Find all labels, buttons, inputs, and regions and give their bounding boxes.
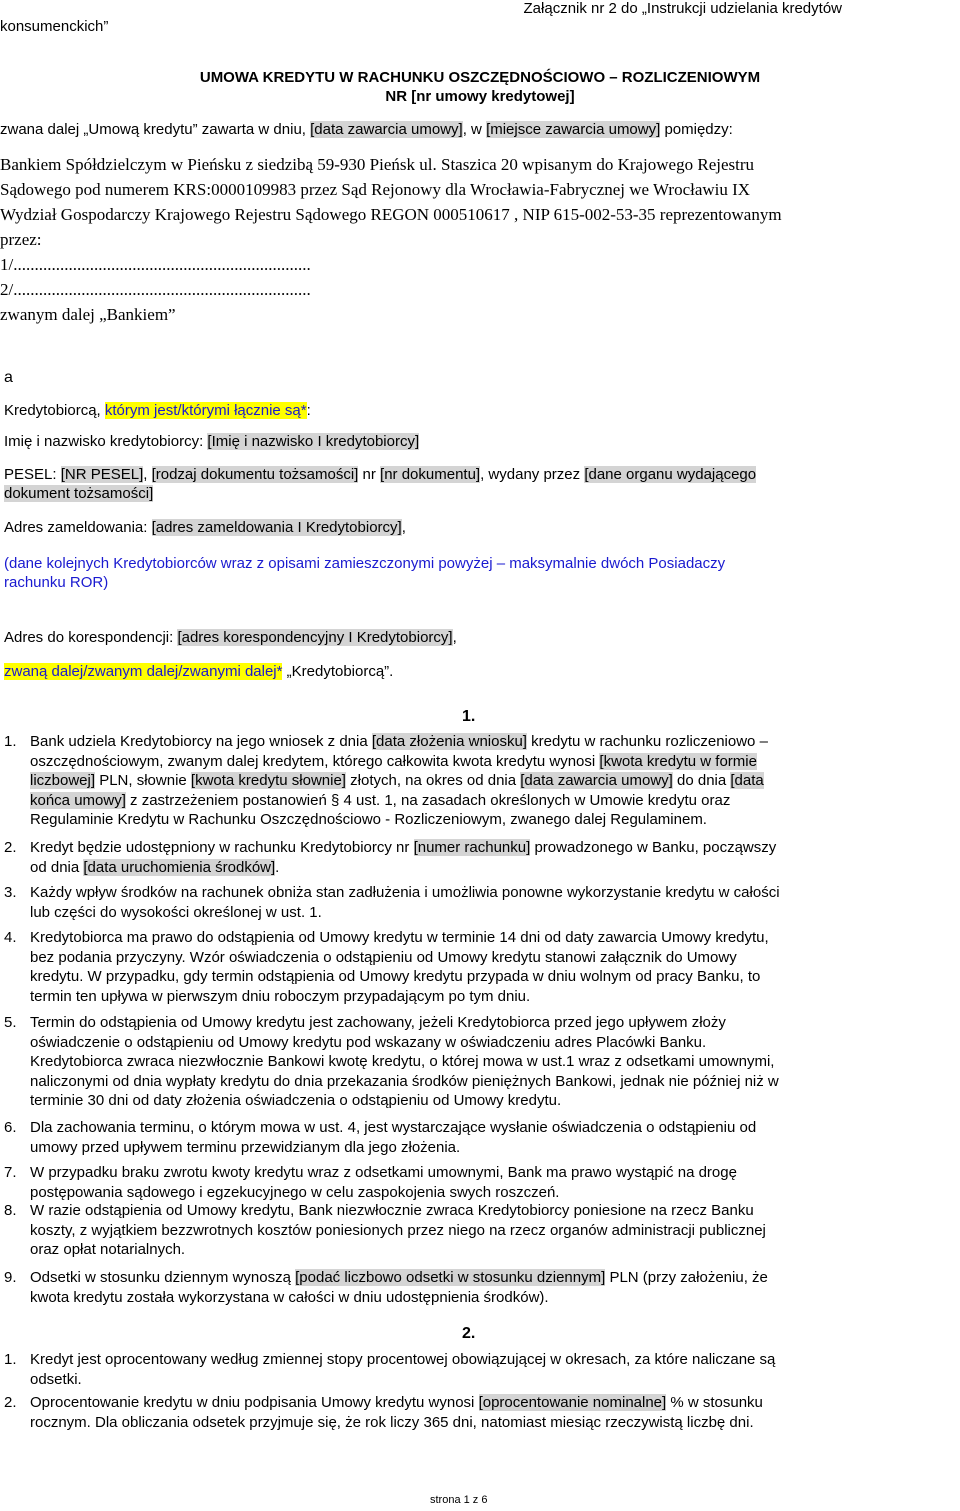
placeholder-field: [data złożenia wniosku] xyxy=(371,733,527,750)
borrower-which-text: którym jest/którymi łącznie są* xyxy=(104,402,307,419)
header-left-text: konsumenckich” xyxy=(0,18,109,35)
clause-text xyxy=(30,732,956,830)
representative-2: 2/...................................................................... xyxy=(0,280,311,299)
note-line: rachunku ROR) xyxy=(4,574,109,591)
placeholder-issuer-cont: dokument tożsamości] xyxy=(4,485,154,502)
placeholder-field: [kwota kredytu w formie liczbowej] xyxy=(30,752,757,789)
borrower-address-line xyxy=(4,519,406,536)
placeholder-field: [numer rachunku] xyxy=(413,839,531,856)
placeholder-field: [oprocentowanie nominalne] xyxy=(478,1394,667,1411)
placeholder-address: [adres zameldowania I Kredytobiorcy] xyxy=(151,519,402,536)
name-label: Imię i nazwisko kredytobiorcy: xyxy=(4,433,208,450)
clause-text xyxy=(30,883,956,922)
placeholder-field: [podać liczbowo odsetki w stosunku dziennym] xyxy=(295,1269,606,1286)
clause-number: 2. xyxy=(4,839,17,856)
title-line-2: NR [nr umowy kredytowej] xyxy=(385,88,575,105)
section-1-heading: 1. xyxy=(462,708,476,725)
borrower-pesel-line: PESEL: [NR PESEL], [rodzaj dokumentu tożsamości] nr [nr dokumentu], wydany przez [dane organu wydającego dokument tożsamości] xyxy=(4,466,757,502)
clause-number: 1. xyxy=(4,1351,17,1368)
placeholder-id-number: [nr dokumentu] xyxy=(380,466,481,483)
clause-number: 5. xyxy=(4,1014,17,1031)
placeholder-field: [data uruchomienia środków] xyxy=(83,858,276,876)
placeholder-issuer: [dane organu wydającego xyxy=(584,466,757,483)
bank-called-text: zwanym dalej „Bankiem” xyxy=(0,305,176,324)
correspondence-label: Adres do korespondencji: xyxy=(4,629,178,646)
clause-fragment: złotych, na okres od dnia xyxy=(345,772,521,789)
clause-item xyxy=(4,1013,956,1111)
clause-text xyxy=(30,1268,956,1307)
bank-block xyxy=(0,152,782,327)
section-2-heading: 2. xyxy=(462,1325,476,1342)
clause-text xyxy=(30,1201,956,1260)
pesel-label: PESEL: xyxy=(4,466,61,483)
placeholder-field: [kwota kredytu słownie] xyxy=(190,772,346,789)
clause-number: 1. xyxy=(4,733,17,750)
bank-line: Bankiem Spółdzielczym w Pieńsku z siedzibą 59-930 Pieńsk ul. Staszica 20 wpisanym do Krajowego Rejestru xyxy=(0,155,755,174)
clause-fragment: Oprocentowanie kredytu w dniu podpisania Umowy kredytu wynosi xyxy=(30,1394,479,1411)
clause-text xyxy=(30,1393,956,1432)
additional-borrowers-note xyxy=(4,554,725,592)
placeholder-correspondence-address: [adres korespondencyjny I Kredytobiorcy] xyxy=(177,629,453,646)
address-label: Adres zameldowania: xyxy=(4,519,152,536)
placeholder-field: [data końca umowy] xyxy=(30,772,764,809)
clause-item xyxy=(4,1201,956,1260)
intro-text: zwana dalej „Umową kredytu” zawarta w dniu, xyxy=(0,121,311,138)
placeholder-id-type: [rodzaj dokumentu tożsamości] xyxy=(151,466,359,483)
clause-fragment: Bank udziela Kredytobiorcy na jego wniosek z dnia xyxy=(30,733,372,750)
clause-fragment: % w stosunku rocznym. Dla obliczania odsetek przyjmuje się, że rok liczy 365 dni, natomiast miesiąc rzeczywistą liczbę dni. xyxy=(30,1394,763,1431)
clause-fragment: do dnia xyxy=(672,772,731,789)
clause-item xyxy=(4,928,956,1006)
clause-fragment: W razie odstąpienia od Umowy kredytu, Bank niezwłocznie zwraca Kredytobiorcy poniesione na rzecz Banku koszty, z wyjątkiem bezzwrotnych kosztów poniesionych przez niego na rzecz organów administracji publicznej oraz opłat notarialnych. xyxy=(30,1202,766,1258)
clause-fragment: PLN, słownie xyxy=(95,772,191,789)
called-variants: zwaną dalej/zwanym dalej/zwanymi dalej* xyxy=(4,663,283,680)
clause-number: 7. xyxy=(4,1164,17,1181)
clause-text xyxy=(30,1350,956,1389)
borrower-name-line xyxy=(4,433,419,450)
clause-fragment: Dla zachowania terminu, o którym mowa w ust. 4, jest wystarczające wysłanie oświadczenia o odstąpieniu od umowy przed upływem terminu przewidzianym dla jego złożenia. xyxy=(30,1119,757,1156)
clause-fragment: Kredytobiorca ma prawo do odstąpienia od Umowy kredytu w terminie 14 dni od daty zawarcia Umowy kredytu, bez podania przyczyny. Wzór oświadczenia o odstąpieniu od Umowy kredytu stanowi załącznik do Umowy kredytu. W przypadku, gdy termin odstąpienia od Umowy kredytu przypada w dniu wolnym od pracy Banku, to termin ten upływa w pierwszym dniu roboczym przypadającym po tym dniu. xyxy=(30,929,769,1005)
clause-item xyxy=(4,1163,956,1202)
clause-text xyxy=(30,928,956,1006)
note-line: (dane kolejnych Kredytobiorców wraz z opisami zamieszczonymi powyżej – maksymalnie dwóch Posiadaczy xyxy=(4,555,726,572)
clause-item xyxy=(4,732,956,830)
placeholder-pesel: [NR PESEL] xyxy=(60,466,144,483)
clause-number: 4. xyxy=(4,929,17,946)
comma: , xyxy=(452,629,457,646)
clause-fragment: Kredyt będzie udostępniony w rachunku Kredytobiorcy nr xyxy=(30,839,414,856)
bank-line: przez: xyxy=(0,230,42,249)
document-title xyxy=(0,68,960,106)
nr-label: nr xyxy=(358,466,381,483)
title-line-1: UMOWA KREDYTU W RACHUNKU OSZCZĘDNOŚCIOWO – ROZLICZENIOWYM xyxy=(199,69,761,86)
clause-number: 2. xyxy=(4,1394,17,1411)
correspondence-address-line xyxy=(4,629,457,646)
clause-item xyxy=(4,1350,956,1389)
borrower-label: Kredytobiorcą, xyxy=(4,402,105,419)
clause-fragment: z zastrzeżeniem postanowień § 4 ust. 1, na zasadach określonych w Umowie kredytu oraz Regulaminie Kredytu w Rachunku Oszczędnościowo - Rozliczeniowym, zwanego dalej Regulaminem. xyxy=(30,791,731,828)
clause-fragment: prowadzonego w Banku, począwszy od dnia xyxy=(30,839,777,876)
clause-number: 3. xyxy=(4,884,17,901)
placeholder-borrower-name: [Imię i nazwisko I kredytobiorcy] xyxy=(207,433,420,450)
bank-line: Wydział Gospodarczy Krajowego Rejestru Sądowego REGON 000510617 , NIP 615-002-53-35 reprezentowanym xyxy=(0,205,782,224)
placeholder-contract-place: [miejsce zawarcia umowy] xyxy=(486,121,661,138)
clause-fragment: kredytu w rachunku rozliczeniowo – oszczędnościowym, zwanym dalej kredytem, którego całkowita kwota kredytu wynosi xyxy=(30,733,768,770)
called-borrower-text: „Kredytobiorcą”. xyxy=(282,663,394,680)
borrower-intro xyxy=(4,402,311,419)
intro-text: pomiędzy: xyxy=(660,121,733,138)
clause-text xyxy=(30,1013,956,1111)
clause-item xyxy=(4,838,956,877)
clause-text xyxy=(30,838,956,877)
page-number: strona 1 z 6 xyxy=(430,1494,488,1506)
issued-by-label: , wydany przez xyxy=(480,466,585,483)
clause-fragment: W przypadku braku zwrotu kwoty kredytu wraz z odsetkami umownymi, Bank ma prawo wystąpić na drogę postępowania sądowego i egzekucyjnego w celu zaspokojenia swych roszczeń. xyxy=(30,1164,737,1201)
clause-fragment: Odsetki w stosunku dziennym wynoszą xyxy=(30,1269,296,1286)
clause-item xyxy=(4,883,956,922)
clause-fragment: Kredyt jest oprocentowany według zmiennej stopy procentowej obowiązującej w okresach, za które naliczane są odsetki. xyxy=(30,1351,776,1388)
clause-number: 8. xyxy=(4,1202,17,1219)
placeholder-contract-date: [data zawarcia umowy] xyxy=(310,121,463,138)
bank-line: Sądowego pod numerem KRS:0000109983 przez Sąd Rejonowy dla Wrocławia-Fabrycznej we Wrocławiu IX xyxy=(0,180,751,199)
clause-text xyxy=(30,1163,956,1202)
intro-text: , w xyxy=(462,121,487,138)
clause-text xyxy=(30,1118,956,1157)
intro-line xyxy=(0,121,733,138)
clause-fragment: Termin do odstąpienia od Umowy kredytu jest zachowany, jeżeli Kredytobiorca przed jego upływem złoży oświadczenie o odstąpieniu od Umowy kredytu pod wskazany w oświadczeniu adres Placówki Banku. Kredytobiorca zwraca niezwłocznie Bankowi kwotę kredytu, o której mowa w ust.1 wraz z odsetkami umownymi, naliczonymi od dnia wypłaty kredytu do dnia przekazania środków pieniężnych Bankowi, jednak nie później niż w terminie 30 dni od daty złożenia oświadczenia o odstąpieniu od Umowy kredytu. xyxy=(30,1014,779,1109)
clause-item xyxy=(4,1393,956,1432)
clause-fragment: Każdy wpływ środków na rachunek obniża stan zadłużenia i umożliwia ponowne wykorzystanie kredytu w całości lub części do wysokości określonej w ust. 1. xyxy=(30,884,780,921)
clause-fragment: PLN (przy założeniu, że kwota kredytu została wykorzystana w całości w dniu udostępnienia środków). xyxy=(30,1269,768,1306)
clause-item xyxy=(4,1268,956,1307)
borrower-called-line xyxy=(4,663,393,680)
representative-1: 1/...................................................................... xyxy=(0,255,311,274)
colon: : xyxy=(306,402,311,419)
clause-item xyxy=(4,1118,956,1157)
clause-fragment: . xyxy=(275,858,280,876)
conjunction-a: a xyxy=(4,369,13,386)
header-attachment-text: Załącznik nr 2 do „Instrukcji udzielania kredytów xyxy=(523,0,842,17)
clause-number: 6. xyxy=(4,1119,17,1136)
comma: , xyxy=(401,519,406,536)
placeholder-field: [data zawarcia umowy] xyxy=(520,772,673,789)
clause-number: 9. xyxy=(4,1269,17,1286)
